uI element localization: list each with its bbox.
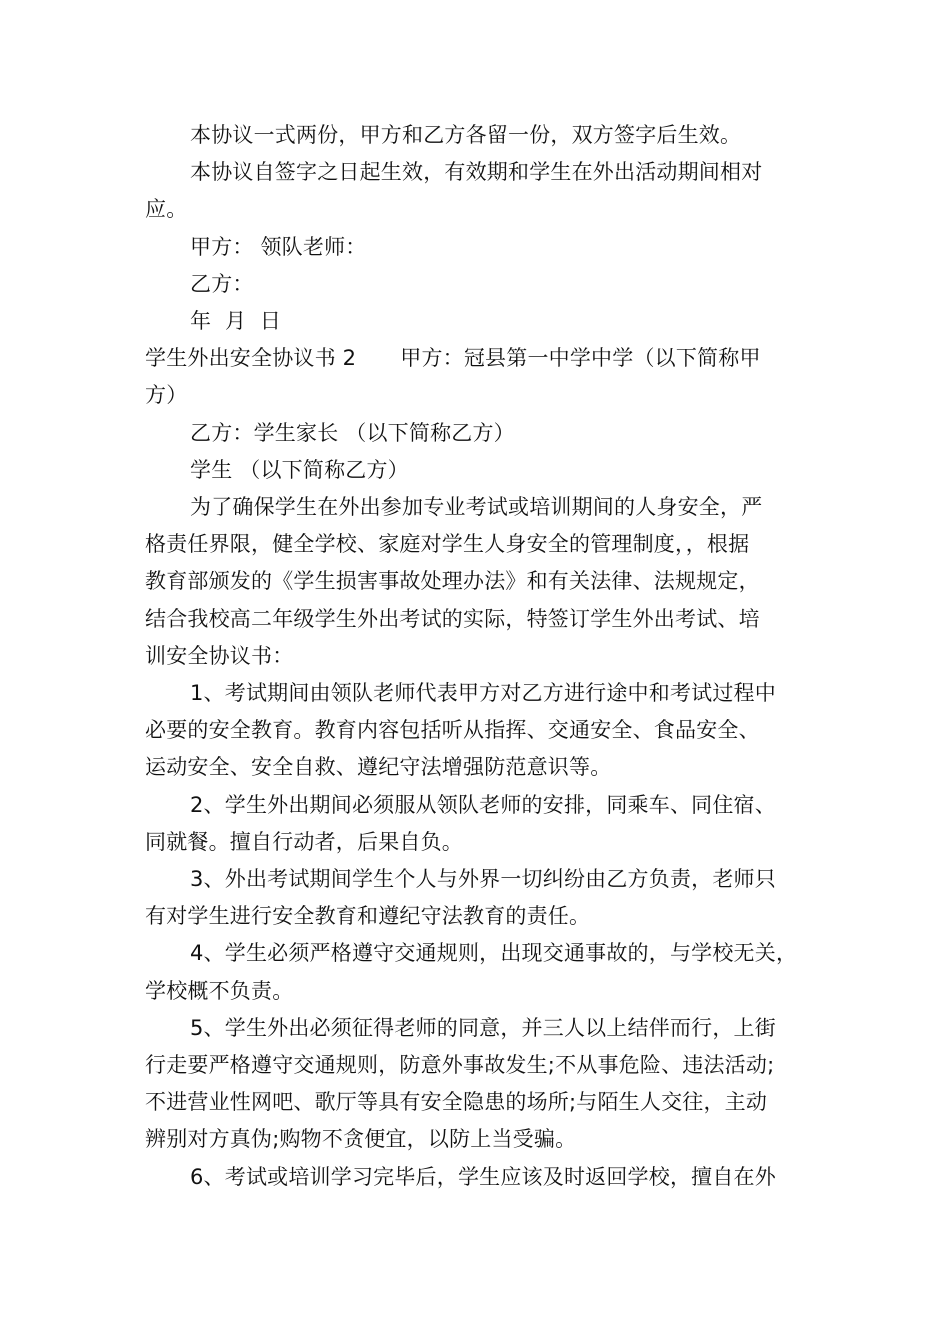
clause-5-line-3: 不进营业性网吧、歌厅等具有安全隐患的场所;与陌生人交往，主动 [145, 1090, 768, 1115]
clause-2-line-2: 同就餐。擅自行动者，后果自负。 [145, 829, 463, 854]
preamble-line-2: 格责任界限，健全学校、家庭对学生人身安全的管理制度，，根据 [145, 532, 750, 557]
clause-3-line-1: 3、外出考试期间学生个人与外界一切纠纷由乙方负责，老师只 [190, 867, 776, 892]
clause-1-line-1: 1、考试期间由领队老师代表甲方对乙方进行途中和考试过程中 [190, 681, 776, 706]
clause-1-line-3: 运动安全、安全自救、遵纪守法增强防范意识等。 [145, 755, 612, 780]
document-body [145, 117, 820, 1196]
preamble-line-5: 训安全协议书： [145, 643, 294, 668]
party-b-student: 学生 （以下简称乙方） [190, 457, 409, 482]
party-a-intro: 甲方：冠县第一中学中学（以下简称甲 [400, 346, 761, 371]
preamble-line-1: 为了确保学生在外出参加专业考试或培训期间的人身安全，严 [190, 495, 763, 520]
paragraph-copies: 本协议一式两份，甲方和乙方各留一份，双方签字后生效。 [190, 123, 742, 147]
signature-date: 年 月 日 [190, 309, 282, 334]
preamble-line-4: 结合我校高二年级学生外出考试的实际，特签订学生外出考试、培 [145, 606, 760, 631]
signature-party-b: 乙方： [190, 271, 254, 296]
clause-3-line-2: 有对学生进行安全教育和遵纪守法教育的责任。 [145, 904, 591, 929]
clause-5-line-2: 行走要严格遵守交通规则，防意外事故发生;不从事危险、违法活动; [145, 1053, 775, 1078]
paragraph-validity-cont: 应。 [145, 197, 188, 222]
clause-5-line-4: 辨别对方真伪;购物不贪便宜，以防上当受骗。 [145, 1127, 577, 1152]
clause-5-line-1: 5、学生外出必须征得老师的同意，并三人以上结伴而行，上街 [190, 1015, 776, 1040]
clause-6-line-1: 6、考试或培训学习完毕后，学生应该及时返回学校，擅自在外 [190, 1164, 776, 1189]
party-a-intro-cont: 方） [145, 383, 188, 408]
paragraph-validity: 本协议自签字之日起生效，有效期和学生在外出活动期间相对 [190, 160, 763, 185]
clause-1-line-2: 必要的安全教育。教育内容包括听从指挥、交通安全、食品安全、 [145, 718, 760, 743]
party-b-parent: 乙方：学生家长 （以下简称乙方） [190, 420, 515, 445]
clause-4-line-2: 学校概不负责。 [145, 978, 294, 1003]
agreement-2-heading-line [145, 340, 820, 377]
agreement-2-title: 学生外出安全协议书 2 [145, 346, 357, 371]
signature-party-a: 甲方： 领队老师： [190, 234, 367, 259]
preamble-line-3: 教育部颁发的《学生损害事故处理办法》和有关法律、法规规定， [145, 569, 760, 594]
clause-2-line-1: 2、学生外出期间必须服从领队老师的安排，同乘车、同住宿、 [190, 792, 776, 817]
clause-4-line-1: 4、学生必须严格遵守交通规则，出现交通事故的，与学校无关， [190, 941, 798, 966]
